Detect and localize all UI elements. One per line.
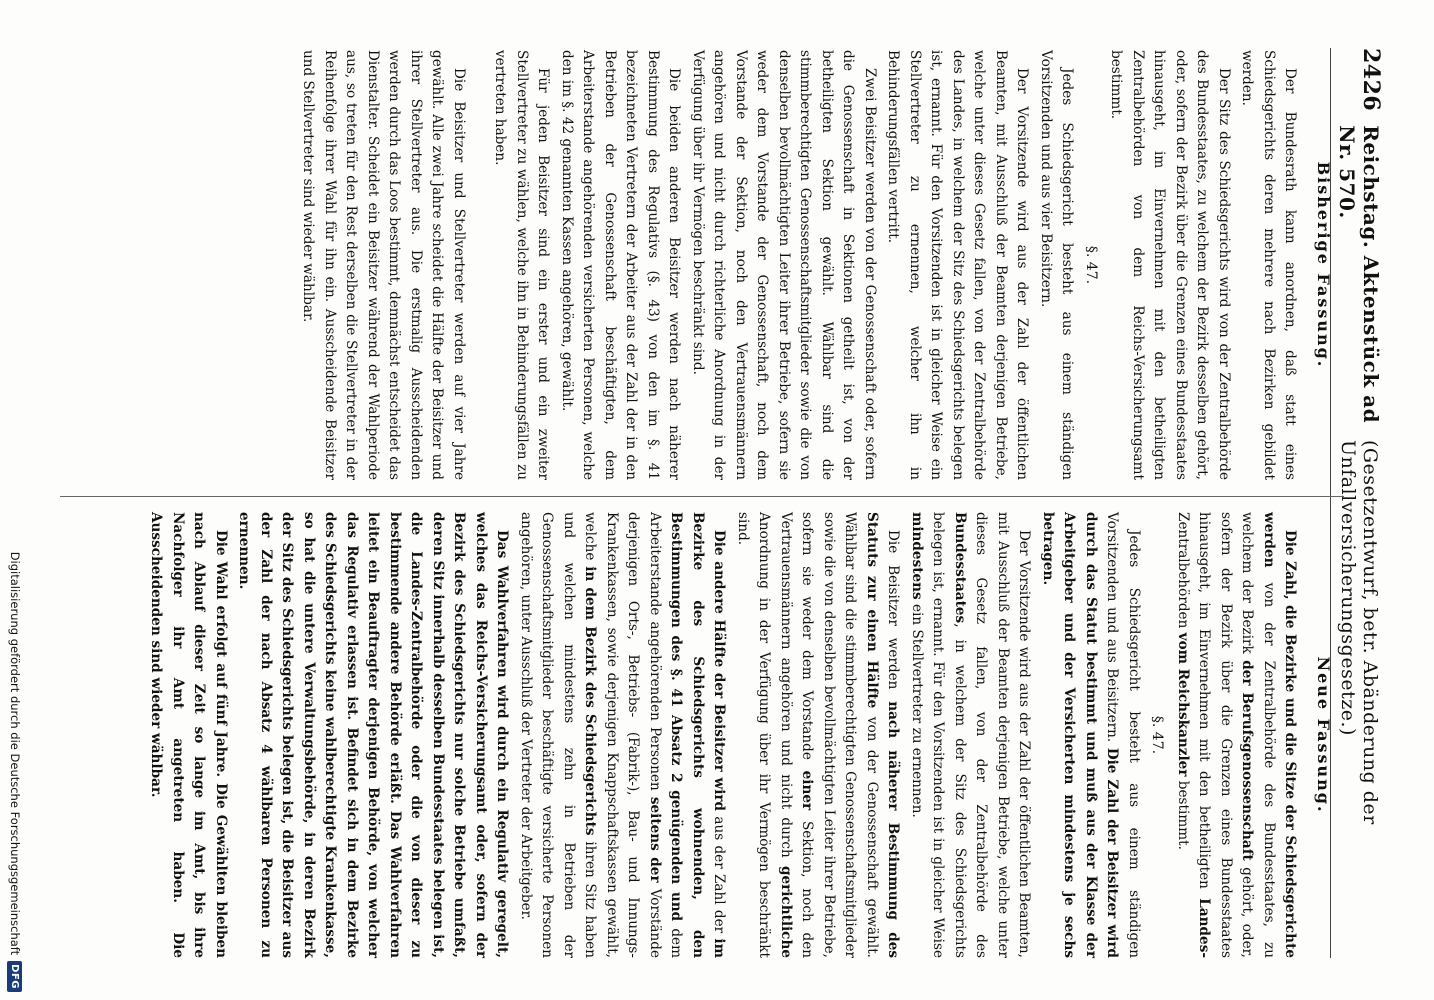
left-column-heading: Bisherige Fassung.: [1314, 161, 1333, 369]
paragraph: Das Wahlverfahren wird durch ein Regulativ geregelt, welches das Reichs-Versicherungsamt oder, sofern der Bezirk des Schiedsgerichts nur solche Betriebe umfaßt, deren Sitz innerhalb desselben Bundesstaates belegen ist, die Landes-Zentralbehörde oder die von dieser zu bestimmende andere Behörde erläßt. Das Wahlverfahren leitet ein Beauftragter derjenigen Behörde, von welcher das Regulativ erlassen ist. Befindet sich in dem Bezirke des Schiedsgerichts keine wahlberechtigte Krankenkasse, so hat die untere Verwaltungsbehörde, in deren Bezirk der Sitz des Schiedsgerichts belegen ist, die Beisitzer aus der Zahl der nach Absatz 4 wählbaren Personen zu ernennen.: [236, 512, 511, 958]
paragraph: Die Beisitzer werden nach näherer Bestimmung des Statuts zur einen Hälfte von der Genossenschaft gewählt. Wählbar sind die stimmberechtigten Genossenschaftsmitglieder sowie die von denselben bevollmächtigten Leiter ihrer Betriebe, sofern sie weder dem Vorstande einer Sektion, noch den Vertrauensmännern angehören und nicht durch gerichtliche Anordnung in der Verfügung über ihr Vermögen beschränkt sind.: [735, 512, 902, 959]
column-divider: [60, 496, 1344, 497]
page-header: [1330, 48, 1384, 958]
footer-text: Digitalisierung gefördert durch die Deutsche Forschungsgemeinschaft: [8, 551, 22, 956]
paragraph: Die beiden anderen Beisitzer werden nach näherer Bestimmung des Regulativs (§. 43) von den im §. 41 bezeichneten Vertretern der Arbeiter aus der Zahl der in den Betrieben der Genossenschaft beschäftigten, dem Arbeiterstande angehörenden versicherten Personen, welche den im §. 42 genannten Kassen angehören, gewählt.: [559, 50, 683, 480]
section-number: §. 47.: [1083, 245, 1099, 285]
page-footer: [0, 0, 30, 1000]
left-column-old-version: [295, 50, 1334, 480]
paragraph: Die Beisitzer und Stellvertreter werden auf vier Jahre gewählt. Alle zwei Jahre scheidet die Hälfte der Beisitzer und ihrer Stellvertreter aus. Die erstmalig Ausscheidenden werden durch das Loos bestimmt, demnächst entscheidet das Dienstalter. Scheidet ein Beisitzer während der Wahlperiode aus, so treten für den Rest derselben die Stellvertreter in der Reihenfolge ihrer Wahl für ihn ein. Ausscheidende Beisitzer und Stellvertreter sind wieder wählbar.: [300, 50, 467, 480]
paragraph: Jedes Schiedsgericht besteht aus einem ständigen Vorsitzenden und aus vier Beisitzern.: [1038, 50, 1076, 480]
paragraph: Der Bundesrath kann anordnen, daß statt eines Schiedsgerichts deren mehrere nach Bezirken gebildet werden.: [1239, 50, 1299, 480]
right-column-heading: Neue Fassung.: [1314, 656, 1333, 814]
paragraph: Die Zahl, die Bezirke und die Sitze der Schiedsgerichte werden von der Zentralbehörde des Bundesstaates, zu welchem der Bezirk der Berufsgenossenschaft gehört, oder, sofern der Bezirk über die Grenzen eines Bundesstaates hinausgeht, im Einvernehmen mit den betheiligten Landes-Zentralbehörden vom Reichskanzler bestimmt.: [1175, 512, 1299, 958]
paragraph: Die Wahl erfolgt auf fünf Jahre. Die Gewählten bleiben nach Ablauf dieser Zeit so lange im Amt, bis ihre Nachfolger ihr Amt angetreten haben. Die Ausscheidenden sind wieder wählbar.: [148, 512, 229, 958]
paragraph: Jedes Schiedsgericht besteht aus einem ständigen Vorsitzenden und aus Beisitzern. Die Zahl der Beisitzer wird durch das Statut bestimmt und muß aus der Klasse der Arbeitgeber und der Versicherten mindestens je sechs betragen.: [1040, 512, 1142, 958]
header-subtitle: (Gesetzentwurf, betr. Abänderung der Unfallversicherungsgesetze.): [1337, 439, 1381, 825]
paragraph: Zwei Beisitzer werden von der Genossenschaft oder, sofern die Genossenschaft in Sektionen getheilt ist, von der betheiligten Sektion gewählt. Wählbar sind die stimmberechtigten Genossenschaftsmitglieder sowie die von denselben bevollmächtigten Leiter ihrer Betriebe, sofern sie weder dem Vorstande der Genossenschaft, noch dem Vorstande der Sektion, noch den Vertrauensmännern angehören und nicht durch richterliche Anordnung in der Verfügung über ihr Vermögen beschränkt sind.: [690, 50, 878, 480]
paragraph: Für jeden Beisitzer sind ein erster und ein zweiter Stellvertreter zu wählen, welche ihn in Behinderungsfällen zu vertreten haben.: [492, 50, 552, 480]
right-column-new-version: [143, 512, 1334, 958]
paragraph: Der Vorsitzende wird aus der Zahl der öffentlichen Beamten, mit Ausschluß der Beamten derjenigen Betriebe, welche unter dieses Gesetz fallen, von der Zentralbehörde des Landes, in welchem der Sitz des Schiedsgerichts belegen ist, ernannt. Für den Vorsitzenden ist in gleicher Weise ein Stellvertreter zu ernennen, welcher ihn in Behinderungsfällen vertritt.: [885, 50, 1031, 480]
paragraph: Der Sitz des Schiedsgerichts wird von der Zentralbehörde des Bundesstaates, zu welchem der Bezirk desselben gehört, oder, sofern der Bezirk über die Grenzen eines Bundesstaates hinausgeht, im Einvernehmen mit den betheiligten Zentralbehörden von dem Reichs-Versicherungsamt bestimmt.: [1108, 50, 1232, 480]
header-title: Reichstag. Aktenstück ad Nr. 570.: [1335, 125, 1383, 424]
paragraph: Die andere Hälfte der Beisitzer wird aus der Zahl der im Bezirke des Schiedsgerichts wohnenden, den Bestimmungen des §. 41 Absatz 2 genügenden und dem Arbeiterstande angehörenden Personen seitens der Vorstände derjenigen Orts-, Betriebs- (Fabrik-), Bau- und Innungs-Krankenkassen, sowie derjenigen Knappschaftskassen gewählt, welche in dem Bezirk des Schiedsgerichts ihren Sitz haben und welchen mindestens zehn in Betrieben der Genossenschaftsmitglieder beschäftigte versicherte Personen angehören, unter Ausschluß der Vertreter der Arbeitgeber.: [518, 512, 728, 958]
page-number: 2426: [1358, 48, 1384, 112]
dfg-logo-icon: DFG: [8, 961, 23, 992]
paragraph: Der Vorsitzende wird aus der Zahl der öffentlichen Beamten, mit Ausschluß der Beamten derjenigen Betriebe, welche unter dieses Gesetz fallen, von der Zentralbehörde des Bundesstaates, in welchem der Sitz des Schiedsgerichts belegen ist, ernannt. Für den Vorsitzenden ist in gleicher Weise mindestens ein Stellvertreter zu ernennen.: [909, 512, 1033, 958]
section-number: §. 47.: [1149, 715, 1166, 755]
